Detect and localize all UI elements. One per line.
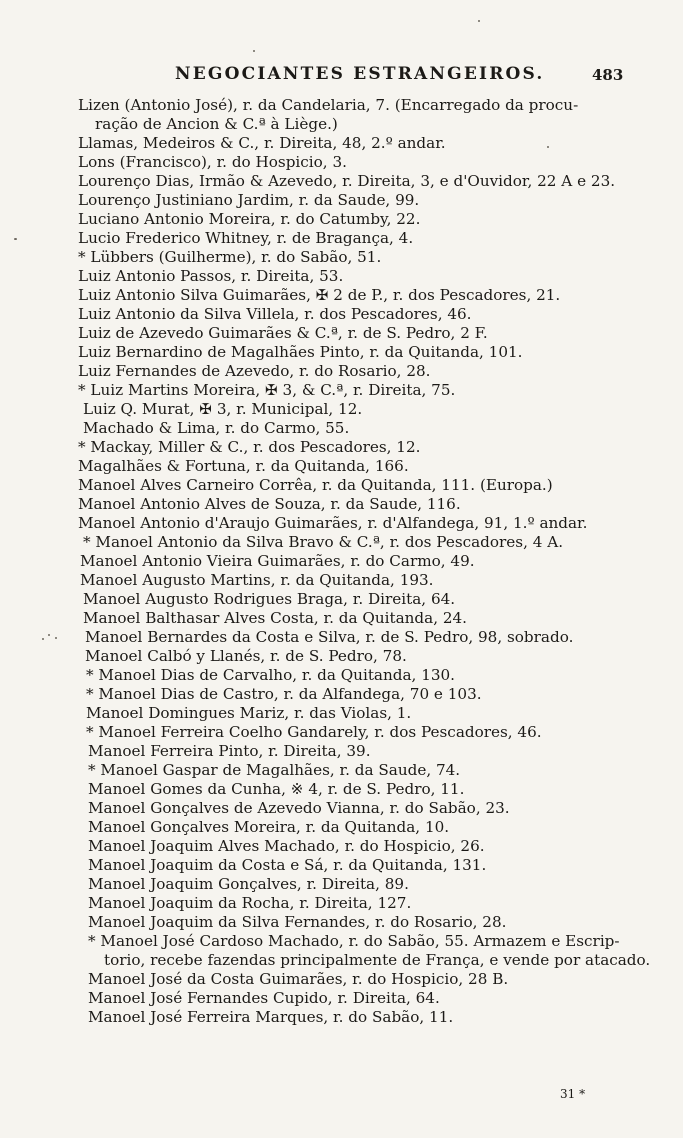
listing-line: Luiz de Azevedo Guimarães & C.ª, r. de S. Pedro, 2 F. — [78, 324, 488, 342]
listing-line: * Mackay, Miller & C., r. dos Pescadores, 12. — [78, 438, 421, 456]
listing-line: * Manoel Dias de Castro, r. da Alfandega, 70 e 103. — [86, 685, 482, 703]
listing-line: Luiz Q. Murat, ✠ 3, r. Municipal, 12. — [83, 400, 363, 418]
listing-line: Manoel Calbó y Llanés, r. de S. Pedro, 78. — [85, 647, 407, 665]
listing-line: Lourenço Dias, Irmão & Azevedo, r. Direita, 3, e d'Ouvidor, 22 A e 23. — [78, 172, 616, 190]
print-speck — [42, 638, 44, 640]
listing-line: Luiz Antonio Silva Guimarães, ✠ 2 de P., r. dos Pescadores, 21. — [78, 286, 561, 304]
listing-line: * Manoel Gaspar de Magalhães, r. da Saude, 74. — [88, 761, 461, 779]
listing-line: Manoel Domingues Mariz, r. das Violas, 1. — [86, 704, 412, 722]
page-header — [0, 64, 683, 92]
print-speck — [55, 637, 57, 639]
listing-line: Manoel Antonio d'Araujo Guimarães, r. d'Alfandega, 91, 1.º andar. — [78, 514, 588, 532]
listing-line: Manoel Joaquim da Silva Fernandes, r. do Rosario, 28. — [88, 913, 507, 931]
listing-line: * Luiz Martins Moreira, ✠ 3, & C.ª, r. Direita, 75. — [78, 381, 456, 399]
page-title: NEGOCIANTES ESTRANGEIROS. — [175, 64, 545, 84]
print-speck — [48, 634, 50, 636]
listing-line: Manoel José Fernandes Cupido, r. Direita, 64. — [88, 989, 440, 1007]
print-speck — [253, 50, 255, 52]
listing-line: Manoel Joaquim Alves Machado, r. do Hospicio, 26. — [88, 837, 485, 855]
listing-line: Luciano Antonio Moreira, r. do Catumby, 22. — [78, 210, 421, 228]
listing-line: Manoel José da Costa Guimarães, r. do Hospicio, 28 B. — [88, 970, 509, 988]
listing-line: Manoel Joaquim da Rocha, r. Direita, 127. — [88, 894, 412, 912]
listing-line: Magalhães & Fortuna, r. da Quitanda, 166. — [78, 457, 409, 475]
listing-line: Manoel Gomes da Cunha, ※ 4, r. de S. Pedro, 11. — [88, 780, 465, 798]
listing-line: Lons (Francisco), r. do Hospicio, 3. — [78, 153, 347, 171]
signature-mark: 31 * — [560, 1087, 586, 1101]
listing-line: * Manoel José Cardoso Machado, r. do Sabão, 55. Armazem e Escrip- — [88, 932, 620, 950]
listing-line: Luiz Bernardino de Magalhães Pinto, r. da Quitanda, 101. — [78, 343, 523, 361]
listing-line: Manoel Gonçalves de Azevedo Vianna, r. do Sabão, 23. — [88, 799, 510, 817]
listing-line: Manoel Gonçalves Moreira, r. da Quitanda, 10. — [88, 818, 450, 836]
listing-line: Manoel Alves Carneiro Corrêa, r. da Quitanda, 111. (Europa.) — [78, 476, 553, 494]
listing-line: Machado & Lima, r. do Carmo, 55. — [83, 419, 350, 437]
listing-line: Manoel Joaquim da Costa e Sá, r. da Quitanda, 131. — [88, 856, 487, 874]
listing-line: * Manoel Antonio da Silva Bravo & C.ª, r. dos Pescadores, 4 A. — [83, 533, 564, 551]
listing-line: Manoel José Ferreira Marques, r. do Sabão, 11. — [88, 1008, 454, 1026]
listing-line: Lucio Frederico Whitney, r. de Bragança, 4. — [78, 229, 414, 247]
listing-line: Lourenço Justiniano Jardim, r. da Saude, 99. — [78, 191, 420, 209]
listing-line: Luiz Antonio da Silva Villela, r. dos Pescadores, 46. — [78, 305, 472, 323]
listing-line: Manoel Augusto Martins, r. da Quitanda, 193. — [80, 571, 434, 589]
listing-line: Manoel Joaquim Gonçalves, r. Direita, 89. — [88, 875, 409, 893]
listing-line: Luiz Fernandes de Azevedo, r. do Rosario, 28. — [78, 362, 431, 380]
listing-line: Manoel Balthasar Alves Costa, r. da Quitanda, 24. — [83, 609, 468, 627]
listing-line: Manoel Antonio Alves de Souza, r. da Saude, 116. — [78, 495, 461, 513]
print-speck — [14, 238, 17, 240]
listing-line: torio, recebe fazendas principalmente de França, e vende por atacado. — [104, 951, 651, 969]
listing-line: Manoel Ferreira Pinto, r. Direita, 39. — [88, 742, 371, 760]
listing-line: Manoel Bernardes da Costa e Silva, r. de S. Pedro, 98, sobrado. — [85, 628, 574, 646]
listing-line: * Manoel Ferreira Coelho Gandarely, r. dos Pescadores, 46. — [86, 723, 542, 741]
print-speck — [547, 146, 549, 148]
listing-line: * Manoel Dias de Carvalho, r. da Quitanda, 130. — [86, 666, 456, 684]
listing-line: Lizen (Antonio José), r. da Candelaria, 7. (Encarregado da procu- — [78, 96, 579, 114]
listing-line: ração de Ancion & C.ª à Liège.) — [95, 115, 338, 133]
page-number: 483 — [592, 66, 624, 84]
listing-line: Llamas, Medeiros & C., r. Direita, 48, 2.º andar. — [78, 134, 446, 152]
print-speck — [478, 20, 480, 22]
listing-line: Luiz Antonio Passos, r. Direita, 53. — [78, 267, 344, 285]
listing-line: Manoel Antonio Vieira Guimarães, r. do Carmo, 49. — [80, 552, 475, 570]
listing-line: Manoel Augusto Rodrigues Braga, r. Direita, 64. — [83, 590, 456, 608]
listing-line: * Lübbers (Guilherme), r. do Sabão, 51. — [78, 248, 382, 266]
